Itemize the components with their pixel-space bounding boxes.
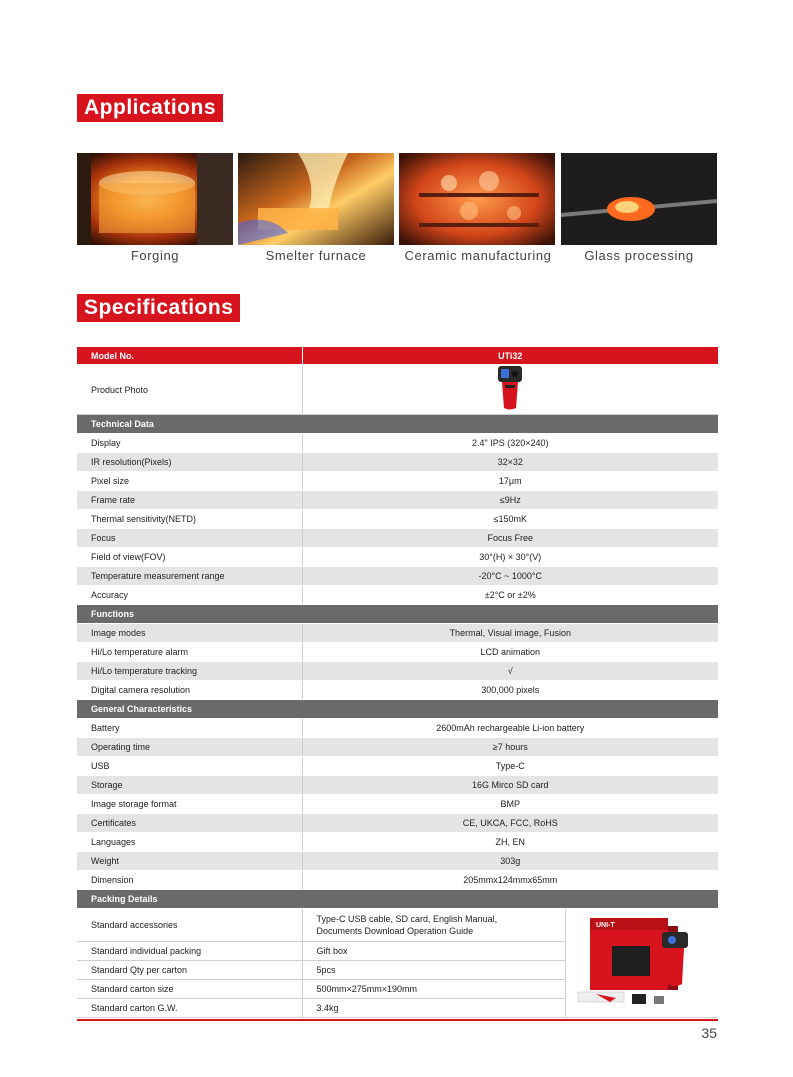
row-value: Focus Free [302,529,718,548]
svg-text:UNI-T: UNI-T [595,921,615,929]
row-label: Temperature measurement range [77,567,302,586]
technical-header-row [77,415,718,434]
row-label: Image storage format [77,795,302,814]
table-row [77,795,718,814]
table-row [77,814,718,833]
row-label: Image modes [77,624,302,643]
row-label: Standard individual packing [77,942,302,961]
table-row [77,871,718,890]
row-label: Field of view(FOV) [77,548,302,567]
row-value: 16G Mirco SD card [302,776,718,795]
bottom-rule [77,1019,718,1021]
table-row [77,833,718,852]
row-value: Thermal, Visual image, Fusion [302,624,718,643]
row-label: Focus [77,529,302,548]
row-value: 500mm×275mm×190mm [302,980,565,999]
applications-title: Applications [77,94,223,122]
row-value: 2600mAh rechargeable Li-ion battery [302,719,718,738]
table-row [77,434,718,453]
table-row [77,738,718,757]
row-label: Thermal sensitivity(NETD) [77,510,302,529]
row-value: 5pcs [302,961,565,980]
table-row [77,681,718,700]
app-caption-smelter: Smelter furnace [265,248,367,263]
gift-box-photo [572,912,712,1012]
accessories-line-2: Documents Download Operation Guide [316,926,474,936]
table-row [77,586,718,605]
row-value: Type-C [302,757,718,776]
general-header-row [77,700,718,719]
table-row [77,719,718,738]
page-number: 35 [701,1025,717,1041]
row-label: Languages [77,833,302,852]
row-value: Gift box [302,942,565,961]
table-row [77,510,718,529]
row-value: ≤150mK [302,510,718,529]
row-label: Battery [77,719,302,738]
table-row [77,909,718,942]
row-label: Digital camera resolution [77,681,302,700]
table-row [77,776,718,795]
row-value: ZH, EN [302,833,718,852]
row-label: Certificates [77,814,302,833]
table-row [77,757,718,776]
row-value: 32×32 [302,453,718,472]
row-value: 303g [302,852,718,871]
table-row [77,567,718,586]
row-value: -20°C ~ 1000°C [302,567,718,586]
table-row [77,453,718,472]
table-row [77,852,718,871]
packing-header-row [77,890,718,909]
ceramic-manufacturing-image [399,153,555,245]
model-label: Model No. [77,347,302,365]
row-value: BMP [302,795,718,814]
row-value: 205mmx124mmx65mm [302,871,718,890]
row-label: Hi/Lo temperature alarm [77,643,302,662]
functions-header: Functions [77,605,718,624]
table-row [77,491,718,510]
row-value: ≥7 hours [302,738,718,757]
row-label: IR resolution(Pixels) [77,453,302,472]
applications-images [77,153,718,245]
accessories-line-1: Type-C USB cable, SD card, English Manual, [316,914,498,924]
packing-header: Packing Details [77,890,718,909]
table-row [77,662,718,681]
row-label: Hi/Lo temperature tracking [77,662,302,681]
row-label: Standard carton G.W. [77,999,302,1018]
row-value [302,909,565,942]
specifications-title: Specifications [77,294,240,322]
row-label: Display [77,434,302,453]
app-caption-glass: Glass processing [584,248,694,263]
forging-image [77,153,233,245]
glass-processing-image [561,153,717,245]
technical-header: Technical Data [77,415,718,434]
row-value: CE, UKCA, FCC, RoHS [302,814,718,833]
row-label: Storage [77,776,302,795]
app-caption-ceramic: Ceramic manufacturing [404,248,552,263]
row-label: Pixel size [77,472,302,491]
row-label: Standard carton size [77,980,302,999]
row-label: Operating time [77,738,302,757]
row-value: 300,000 pixels [302,681,718,700]
product-photo-cell [302,365,718,415]
row-label: Standard accessories [77,909,302,942]
row-label: USB [77,757,302,776]
model-header-row [77,347,718,365]
spec-table [77,347,718,1018]
product-photo-label: Product Photo [77,365,302,415]
row-label: Frame rate [77,491,302,510]
model-value: UTi32 [302,347,718,365]
row-label: Weight [77,852,302,871]
row-value: 17μm [302,472,718,491]
functions-header-row [77,605,718,624]
table-row [77,529,718,548]
row-value: 2.4" IPS (320×240) [302,434,718,453]
table-row [77,548,718,567]
table-row [77,472,718,491]
row-label: Standard Qty per carton [77,961,302,980]
general-header: General Characteristics [77,700,718,719]
row-value: 30°(H) × 30°(V) [302,548,718,567]
table-row [77,624,718,643]
smelter-furnace-image [238,153,394,245]
app-caption-forging: Forging [130,248,180,263]
row-value: 3.4kg [302,999,565,1018]
packing-photo-cell [565,909,718,1018]
row-label: Dimension [77,871,302,890]
row-value: LCD animation [302,643,718,662]
row-value: √ [302,662,718,681]
row-label: Accuracy [77,586,302,605]
row-value: ≤9Hz [302,491,718,510]
product-photo-row [77,365,718,415]
thermal-camera-photo [495,365,525,411]
table-row [77,643,718,662]
row-value: ±2°C or ±2% [302,586,718,605]
